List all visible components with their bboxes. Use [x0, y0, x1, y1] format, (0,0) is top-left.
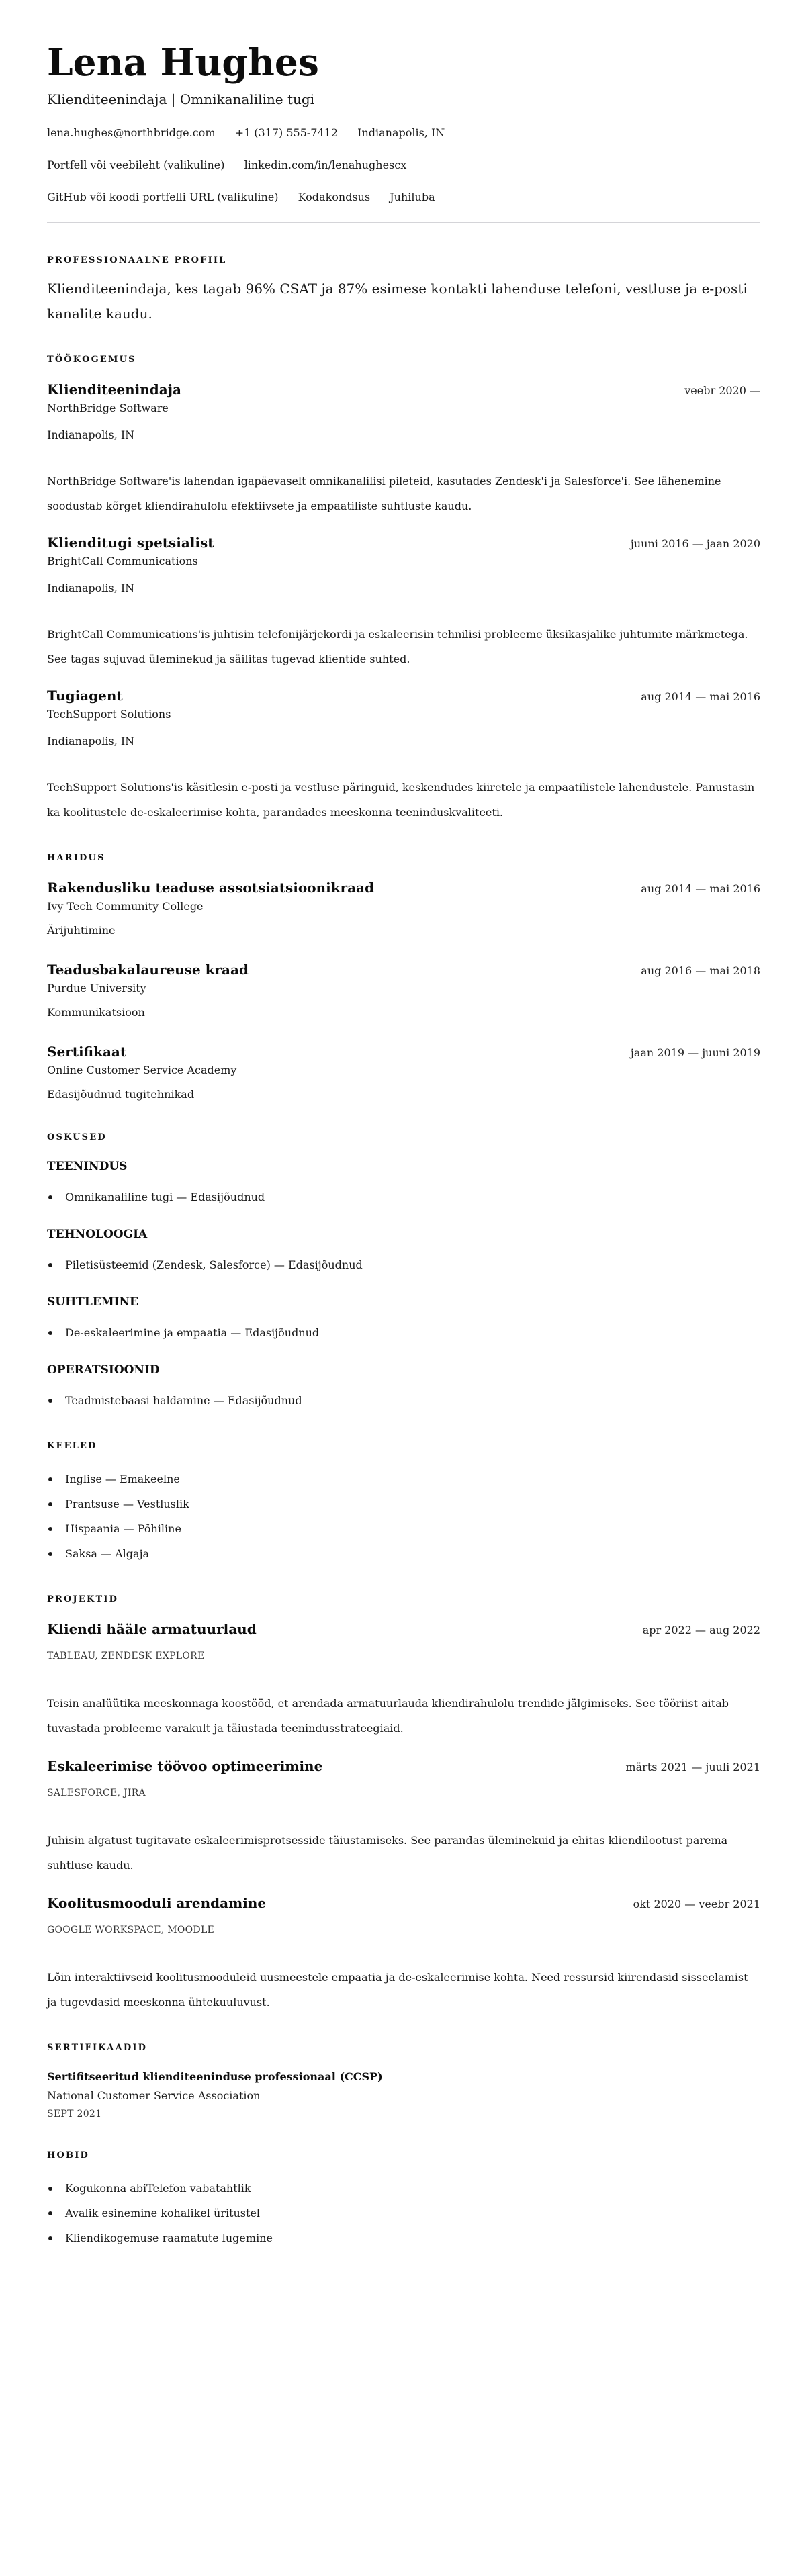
education-entry — [47, 1042, 760, 1104]
degree-dates: jaan 2019 — juuni 2019 — [630, 1046, 760, 1059]
language-item: Hispaania — Põhiline — [47, 1516, 760, 1541]
project-tech-stack: GOOGLE WORKSPACE, MOODLE — [47, 1925, 215, 1935]
section-title-profile: PROFESSIONAALNE PROFIIL — [47, 255, 227, 265]
phone-link[interactable]: +1 (317) 555-7412 — [234, 126, 339, 139]
school-name: Purdue University — [47, 982, 146, 995]
drivers-license-text: Juhiluba — [390, 191, 435, 203]
skill-list — [47, 1388, 760, 1413]
project-entry — [47, 1894, 760, 2015]
education-entry — [47, 878, 760, 940]
section-title-education: HARIDUS — [47, 853, 105, 863]
contact-row-extra — [47, 189, 760, 205]
hobby-item: Kogukonna abiTelefon vabatahtlik — [47, 2176, 760, 2201]
degree-dates: aug 2014 — mai 2016 — [641, 882, 760, 895]
job-title: Klienditugi spetsialist — [47, 535, 214, 551]
candidate-name: Lena Hughes — [47, 40, 319, 84]
job-company: BrightCall Communications — [47, 555, 198, 567]
degree-dates: aug 2016 — mai 2018 — [641, 964, 760, 977]
project-description: Juhisin algatust tugitavate eskaleerimisprotsesside täiustamiseks. See parandas üleminekuid ja ehitas kliendilootust parema suhtluse kaudu. — [47, 1834, 728, 1872]
project-tech-stack: TABLEAU, ZENDESK EXPLORE — [47, 1651, 205, 1661]
section-hobbies — [47, 2149, 760, 2250]
section-languages — [47, 1440, 760, 1566]
section-title-languages: KEELED — [47, 1441, 97, 1451]
location-text: Indianapolis, IN — [357, 126, 445, 139]
section-experience — [47, 353, 760, 825]
hobby-item: Avalik esinemine kohalikel üritustel — [47, 2201, 760, 2225]
skill-item: De-eskaleerimine ja empaatia — Edasijõudnud — [47, 1320, 760, 1345]
resume-header — [47, 39, 760, 205]
job-description: TechSupport Solutions'is käsitlesin e-posti ja vestluse päringuid, keskendudes kiiretele ja empaatilistele lahendustele. Panustasin ka koolitustele de-eskaleerimise kohta, parandades meeskonna teeninduskvaliteeti. — [47, 781, 755, 819]
project-entry — [47, 1620, 760, 1741]
job-description: NorthBridge Software'is lahendan igapäevaselt omnikanalilisi pileteid, kasutades Zendesk'i ja Salesforce'i. See lähenemine soodustab kõrget kliendirahulolu efektiivsete ja empaatiliste suhtluste kaudu. — [47, 475, 721, 512]
job-location: Indianapolis, IN — [47, 735, 135, 747]
github-link[interactable]: GitHub või koodi portfelli URL (valikuline) — [47, 191, 279, 203]
project-entry — [47, 1757, 760, 1878]
experience-entry — [47, 380, 760, 518]
job-title: Klienditeenindaja — [47, 381, 181, 398]
job-location: Indianapolis, IN — [47, 582, 135, 594]
profile-summary: Klienditeenindaja, kes tagab 96% CSAT ja 87% esimese kontakti lahenduse telefoni, vestluse ja e-posti kanalite kaudu. — [47, 281, 748, 322]
job-dates: veebr 2020 — — [684, 384, 760, 397]
contact-info — [47, 125, 760, 205]
project-name: Kliendi hääle armatuurlaud — [47, 1621, 257, 1637]
section-projects — [47, 1593, 760, 2015]
project-tech-stack: SALESFORCE, JIRA — [47, 1788, 146, 1798]
skill-item: Teadmistebaasi haldamine — Edasijõudnud — [47, 1388, 760, 1413]
header-divider — [47, 222, 760, 223]
skill-category: OPERATSIOONID — [47, 1363, 160, 1377]
project-description: Teisin analüütika meeskonnaga koostööd, et arendada armatuurlauda kliendirahulolu trendide jälgimiseks. See tööriist aitab tuvastada probleeme varakult ja täiustada teenindusstrateegiaid. — [47, 1697, 729, 1735]
project-description: Lõin interaktiivseid koolitusmooduleid uusmeestele empaatia ja de-eskaleerimise kohta. Need ressursid kiirendasid sisseelamist ja tugevdasid meeskonna ühtekuuluvust. — [47, 1971, 748, 2009]
section-skills — [47, 1131, 760, 1413]
certification-name: Sertifitseeritud klienditeeninduse professionaal (CCSP) — [47, 2070, 383, 2083]
experience-entry — [47, 686, 760, 825]
job-description: BrightCall Communications'is juhtisin telefonijärjekordi ja eskaleerisin tehnilisi probleeme üksikasjalike juhtumite märkmetega. See tagas sujuvad üleminekud ja säilitas tugevad klientide suhted. — [47, 628, 748, 665]
section-certifications — [47, 2041, 760, 2122]
linkedin-link[interactable]: linkedin.com/in/lenahughescx — [244, 158, 407, 171]
language-item: Saksa — Algaja — [47, 1541, 760, 1566]
school-name: Online Customer Service Academy — [47, 1064, 237, 1076]
language-item: Inglise — Emakeelne — [47, 1467, 760, 1491]
job-dates: juuni 2016 — jaan 2020 — [630, 537, 760, 550]
experience-entry — [47, 533, 760, 672]
job-dates: aug 2014 — mai 2016 — [641, 690, 760, 703]
skill-item: Omnikanaliline tugi — Edasijõudnud — [47, 1185, 760, 1209]
citizenship-text: Kodakondsus — [298, 191, 371, 203]
skill-category: SUHTLEMINE — [47, 1295, 138, 1309]
job-company: NorthBridge Software — [47, 402, 169, 414]
skill-category: TEENINDUS — [47, 1160, 128, 1173]
skill-item: Piletisüsteemid (Zendesk, Salesforce) — Edasijõudnud — [47, 1252, 760, 1277]
project-dates: märts 2021 — juuli 2021 — [625, 1761, 760, 1774]
skill-list — [47, 1185, 760, 1209]
project-dates: apr 2022 — aug 2022 — [642, 1624, 760, 1637]
language-item: Prantsuse — Vestluslik — [47, 1491, 760, 1516]
skill-list — [47, 1252, 760, 1277]
skill-category: TEHNOLOOGIA — [47, 1228, 148, 1241]
degree-title: Teadusbakalaureuse kraad — [47, 962, 249, 978]
language-list — [47, 1467, 760, 1566]
section-title-experience: TÖÖKOGEMUS — [47, 355, 136, 365]
section-title-hobbies: HOBID — [47, 2150, 89, 2160]
hobby-item: Kliendikogemuse raamatute lugemine — [47, 2225, 760, 2250]
section-education — [47, 852, 760, 1104]
portfolio-link[interactable]: Portfell või veebileht (valikuline) — [47, 158, 225, 171]
job-company: TechSupport Solutions — [47, 708, 171, 721]
contact-row-web — [47, 157, 760, 173]
job-location: Indianapolis, IN — [47, 428, 135, 441]
certification-date: SEPT 2021 — [47, 2109, 102, 2119]
certification-entry — [47, 2068, 760, 2122]
section-title-certifications: SERTIFIKAADID — [47, 2043, 148, 2053]
certification-issuer: National Customer Service Association — [47, 2089, 261, 2102]
school-name: Ivy Tech Community College — [47, 900, 204, 913]
education-entry — [47, 960, 760, 1022]
degree-title: Sertifikaat — [47, 1044, 127, 1060]
hobby-list — [47, 2176, 760, 2250]
candidate-headline: Klienditeenindaja | Omnikanaliline tugi — [47, 91, 315, 107]
field-of-study: Ärijuhtimine — [47, 924, 116, 937]
section-title-projects: PROJEKTID — [47, 1594, 119, 1604]
skill-list — [47, 1320, 760, 1345]
section-title-skills: OSKUSED — [47, 1132, 107, 1142]
project-name: Koolitusmooduli arendamine — [47, 1895, 267, 1911]
email-link[interactable]: lena.hughes@northbridge.com — [47, 126, 216, 139]
contact-row-primary — [47, 125, 760, 141]
job-title: Tugiagent — [47, 688, 123, 704]
field-of-study: Kommunikatsioon — [47, 1006, 145, 1019]
project-dates: okt 2020 — veebr 2021 — [633, 1898, 760, 1911]
section-profile — [47, 254, 760, 326]
project-name: Eskaleerimise töövoo optimeerimine — [47, 1758, 323, 1774]
field-of-study: Edasijõudnud tugitehnikad — [47, 1088, 195, 1101]
degree-title: Rakendusliku teaduse assotsiatsioonikraad — [47, 880, 374, 896]
